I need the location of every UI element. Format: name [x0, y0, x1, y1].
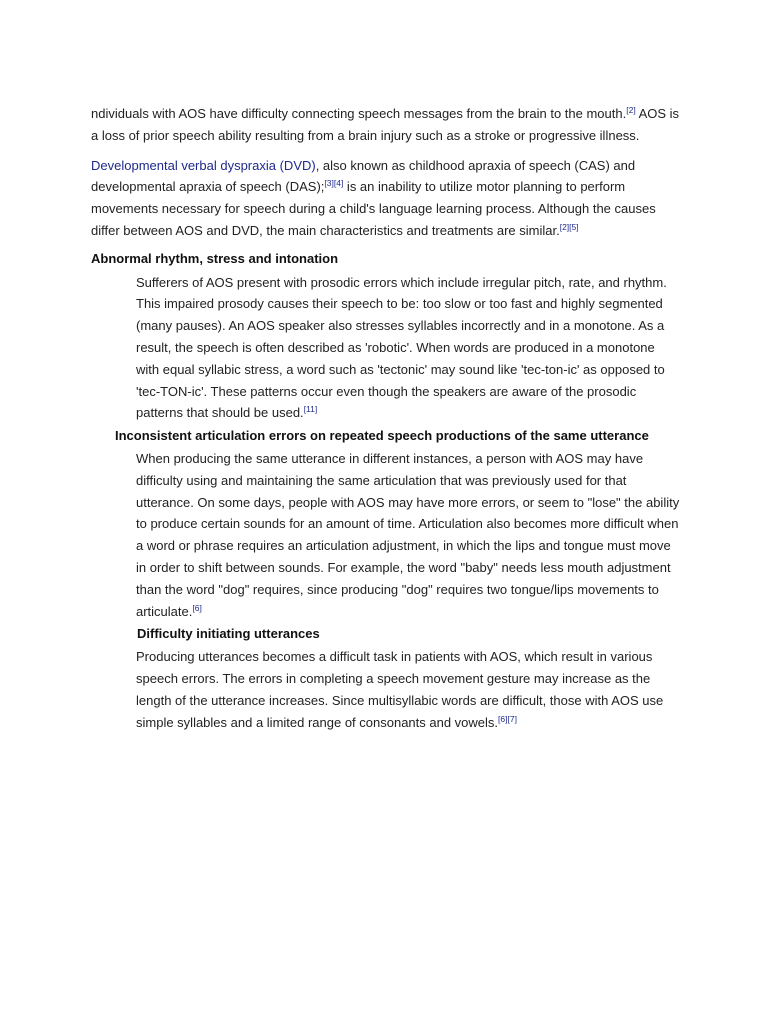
citation-link[interactable]: [7] [507, 713, 517, 724]
section-heading-prosody: Abnormal rhythm, stress and intonation [91, 250, 339, 266]
citation [498, 714, 517, 724]
intro-text: AOS is a loss of prior speech ability resulting from a brain injury such as a stroke or progressive illness. [91, 106, 680, 143]
section-text: When producing the same utterance in different instances, a person with AOS may have difficulty using and maintaining the same articulation that was previously used for that utterance. On some days, people with AOS may have more errors, or seem to "lose" the ability to produce certain sounds for an amount of time. Articulation also becomes more difficult when a word or phrase requires an articulation adjustment, in which the lips and tongue must move in order to shift between sounds. For example, the word "baby" needs less mouth adjustment than the word "dog" requires, since producing "dog" requires two tongue/lips movements to articulate. [136, 450, 680, 619]
dvd-text: , also known as childhood apraxia of speech (CAS) and developmental apraxia of speech (DAS); [91, 157, 636, 195]
citation [324, 178, 343, 188]
intro-text: ndividuals with AOS have difficulty connecting speech messages from the brain to the mouth. [91, 106, 627, 121]
citation-link[interactable]: [6] [498, 713, 508, 724]
citation [560, 222, 579, 232]
citation-link[interactable]: [2] [559, 221, 570, 232]
citation-link[interactable]: [4] [333, 178, 344, 189]
citation [192, 603, 201, 613]
dvd-link[interactable]: Developmental verbal dyspraxia (DVD) [91, 157, 316, 173]
section-text: Producing utterances becomes a difficult task in patients with AOS, which result in various speech errors. The errors in completing a speech movement gesture may increase as the length of the utterance increases. Since multisyllabic words are difficult, those with AOS use simple syllables and a limited range of consonants and vowels. [136, 649, 664, 730]
citation [626, 105, 635, 115]
section-body-initiating [136, 646, 681, 733]
citation-link[interactable]: [5] [569, 221, 579, 232]
dvd-paragraph [91, 155, 681, 242]
citation-link[interactable]: [2] [626, 105, 636, 115]
article-content [91, 103, 681, 733]
section-text: Sufferers of AOS present with prosodic errors which include irregular pitch, rate, and rhythm. This impaired prosody causes their speech to be: too slow or too fast and highly segmented (many pauses). An AOS speaker also stresses syllables incorrectly and in a monotone. As a result, the speech is often described as 'robotic'. When words are produced in a monotone with equal syllabic stress, a word such as 'tectonic' may sound like 'tec-ton-ic' as opposed to 'tec-TON-ic'. These patterns occur even though the speakers are aware of the prosodic patterns that should be used. [136, 274, 667, 421]
citation-link[interactable]: [6] [192, 602, 202, 613]
dvd-text: is an inability to utilize motor planning to perform movements necessary for speech during a child's language learning process. Although the causes differ between AOS and DVD, the main characteristics and treatments are similar. [91, 179, 656, 238]
section-body-articulation [136, 448, 681, 622]
section-body-prosody [136, 272, 681, 425]
section-heading-articulation: Inconsistent articulation errors on repeated speech productions of the same utterance [115, 428, 649, 444]
section-heading-initiating: Difficulty initiating utterances [137, 626, 320, 642]
intro-paragraph [91, 103, 681, 147]
citation-link[interactable]: [3] [324, 178, 334, 189]
citation [304, 404, 318, 414]
citation-link[interactable]: [11] [303, 404, 318, 415]
